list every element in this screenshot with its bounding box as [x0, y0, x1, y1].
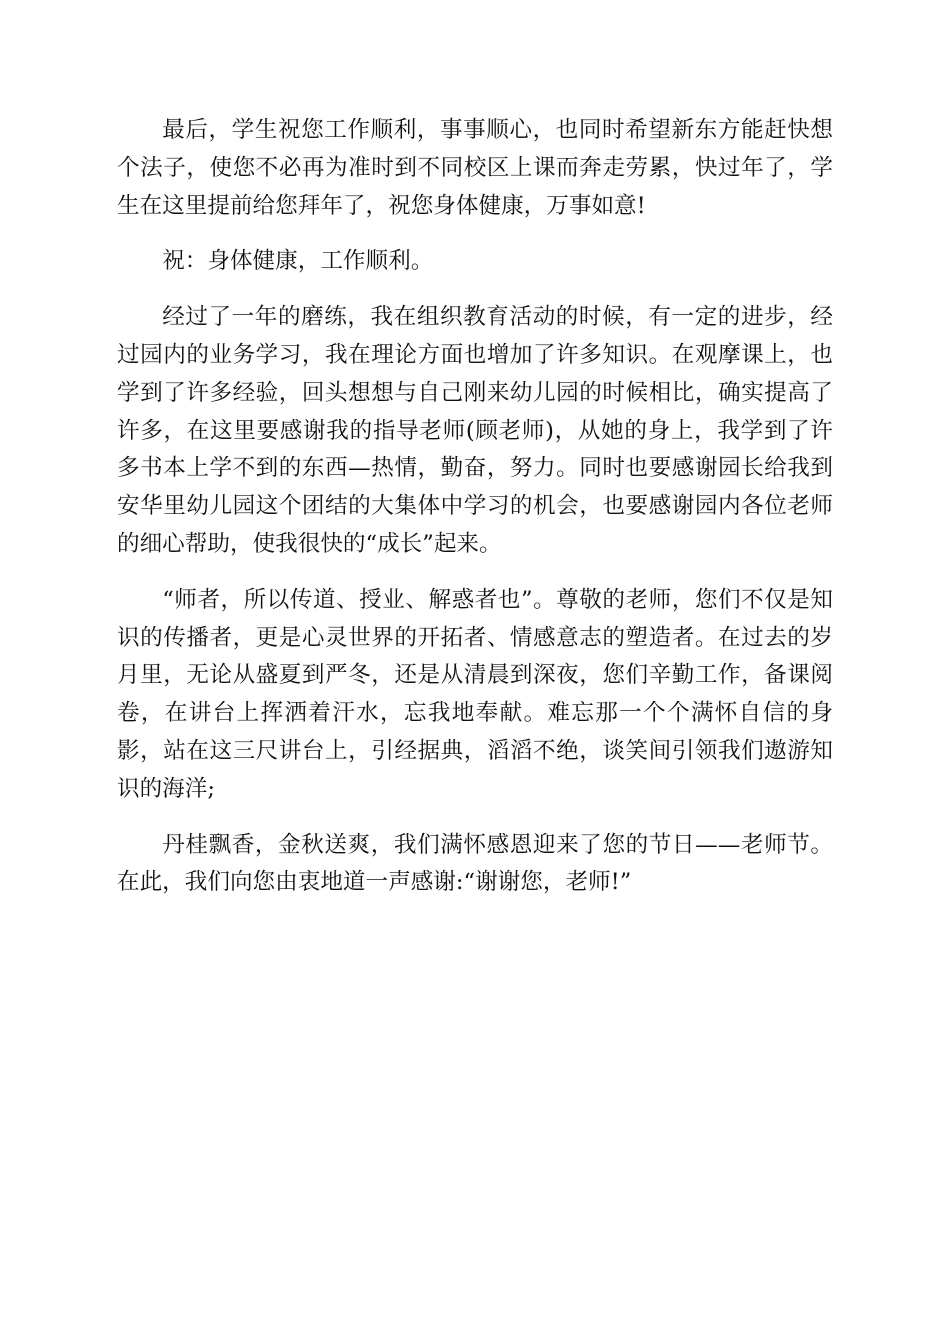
paragraph-blessing: 祝：身体健康，工作顺利。 [162, 248, 434, 275]
paragraph-teachers-day-thanks: 丹桂飘香，金秋送爽，我们满怀感恩迎来了您的节日——老师节。在此，我们向您由衷地道一声感谢:“谢谢您，老师!” [117, 831, 833, 896]
paragraph-teacher-tribute: “师者，所以传道、授业、解惑者也”。尊敬的老师，您们不仅是知识的传播者，更是心灵世界的开拓者、情感意志的塑造者。在过去的岁月里，无论从盛夏到严冬，还是从清晨到深夜，您们辛勤工作，备课阅卷，在讲台上挥洒着汗水，忘我地奉献。难忘那一个个满怀自信的身影，站在这三尺讲台上，引经据典，滔滔不绝，谈笑间引领我们遨游知识的海洋; [117, 586, 833, 802]
paragraph-year-reflection: 经过了一年的磨练，我在组织教育活动的时候，有一定的进步，经过园内的业务学习，我在理论方面也增加了许多知识。在观摩课上，也学到了许多经验，回头想想与自己刚来幼儿园的时候相比，确实提高了许多，在这里要感谢我的指导老师(顾老师)，从她的身上，我学到了许多书本上学不到的东西—热情，勤奋，努力。同时也要感谢园长给我到安华里幼儿园这个团结的大集体中学习的机会，也要感谢园内各位老师的细心帮助，使我很快的“成长”起来。 [117, 304, 833, 557]
document-body [117, 112, 833, 920]
paragraph-closing-wishes: 最后，学生祝您工作顺利，事事顺心，也同时希望新东方能赶快想个法子，使您不必再为准时到不同校区上课而奔走劳累，快过年了，学生在这里提前给您拜年了，祝您身体健康，万事如意! [117, 117, 833, 219]
